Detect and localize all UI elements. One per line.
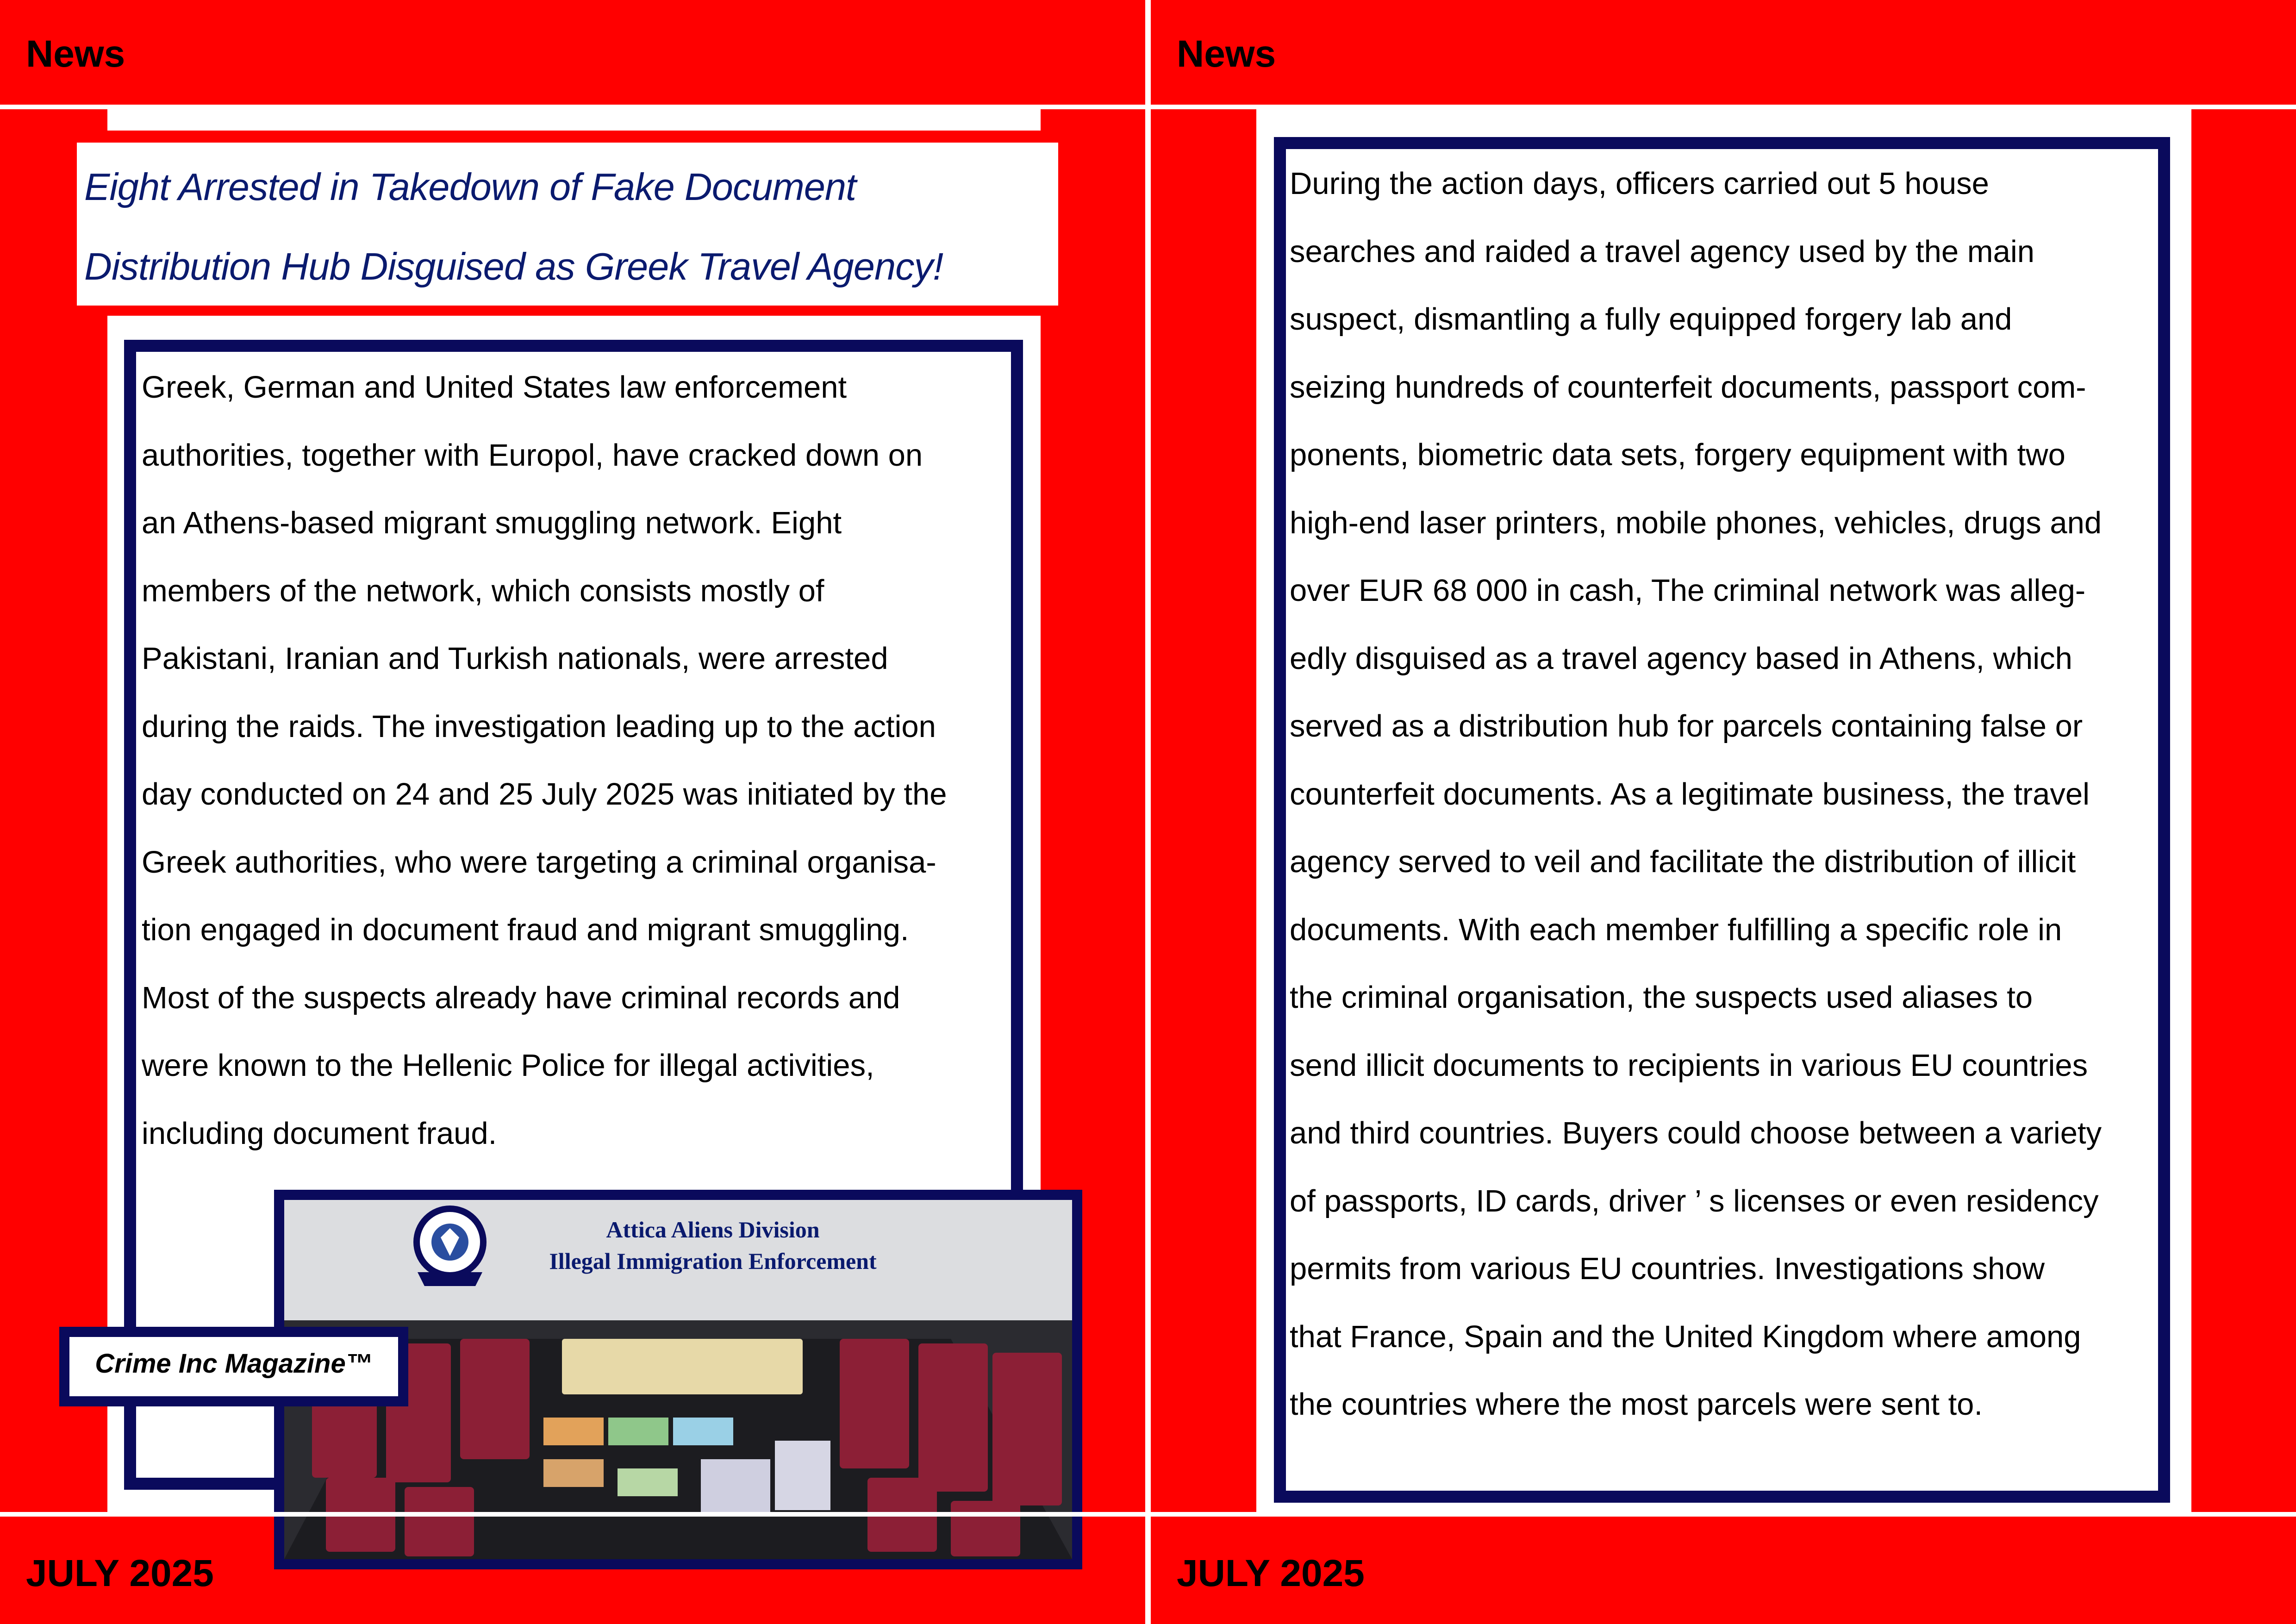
photo-caption-line-1: Attica Aliens Division: [606, 1217, 820, 1243]
article-body: During the action days, officers carried out 5 house searches and raided a travel agency used by the main suspect, dismantling a fully equipped forgery lab and seizing hundreds of counterfeit documents, passport com- ponents, biometric data sets, forgery equipment with two high-end laser printers, mobile phones, vehicles, drugs and over EUR 68 000 in cash, The criminal network was alleg- edly disguised as a travel agency based in Athens, which served as a distribution hub for parcels containing false or counterfeit documents. As a legitimate business, the travel agency served to veil and facilitate the distribution of illicit documents. With each member fulfilling a specific role in the criminal organisation, the suspects used aliases to send illicit documents to recipients in various EU countries and third countries. Buyers could choose between a variety of passports, ID cards, driver ’ s licenses or even residency permits from various EU countries. Investigations show that France, Spain and the United Kingdom where among the countries where the most parcels were sent to.: [1290, 166, 2102, 1422]
header-divider: [1151, 105, 2296, 109]
footer-divider: [1151, 1512, 2296, 1517]
photo-caption: [284, 1214, 1072, 1277]
left-footer-label: JULY 2025: [26, 1552, 214, 1594]
photo-caption-line-2: Illegal Immigration Enforcement: [549, 1248, 877, 1274]
right-footer-label: JULY 2025: [1177, 1552, 1365, 1594]
left-header-label: News: [26, 33, 125, 75]
left-page: [0, 0, 1145, 1624]
footer-divider: [0, 1512, 1145, 1517]
headline-line-2: Distribution Hub Disguised as Greek Travel Agency!: [84, 245, 943, 288]
headline: [84, 147, 1056, 306]
headline-line-1: Eight Arrested in Takedown of Fake Document: [84, 165, 856, 208]
article-body: Greek, German and United States law enforcement authorities, together with Europol, have cracked down on an Athens-based migrant smuggling network. Eight members of the network, which consists mostly of Pakistani, Iranian and Turkish nationals, were arrested during the raids. The investigation leading up to the action day conducted on 24 and 25 July 2025 was initiated by the Greek authorities, who were targeting a criminal organisa- tion engaged in document fraud and migrant smuggling. Most of the suspects already have criminal records and were known to the Hellenic Police for illegal activities, including document fraud.: [142, 370, 947, 1151]
top-white-strip: [107, 105, 1041, 131]
right-page: [1151, 0, 2296, 1624]
brand-label: Crime Inc Magazine™: [59, 1327, 408, 1406]
right-header-label: News: [1177, 33, 1276, 75]
